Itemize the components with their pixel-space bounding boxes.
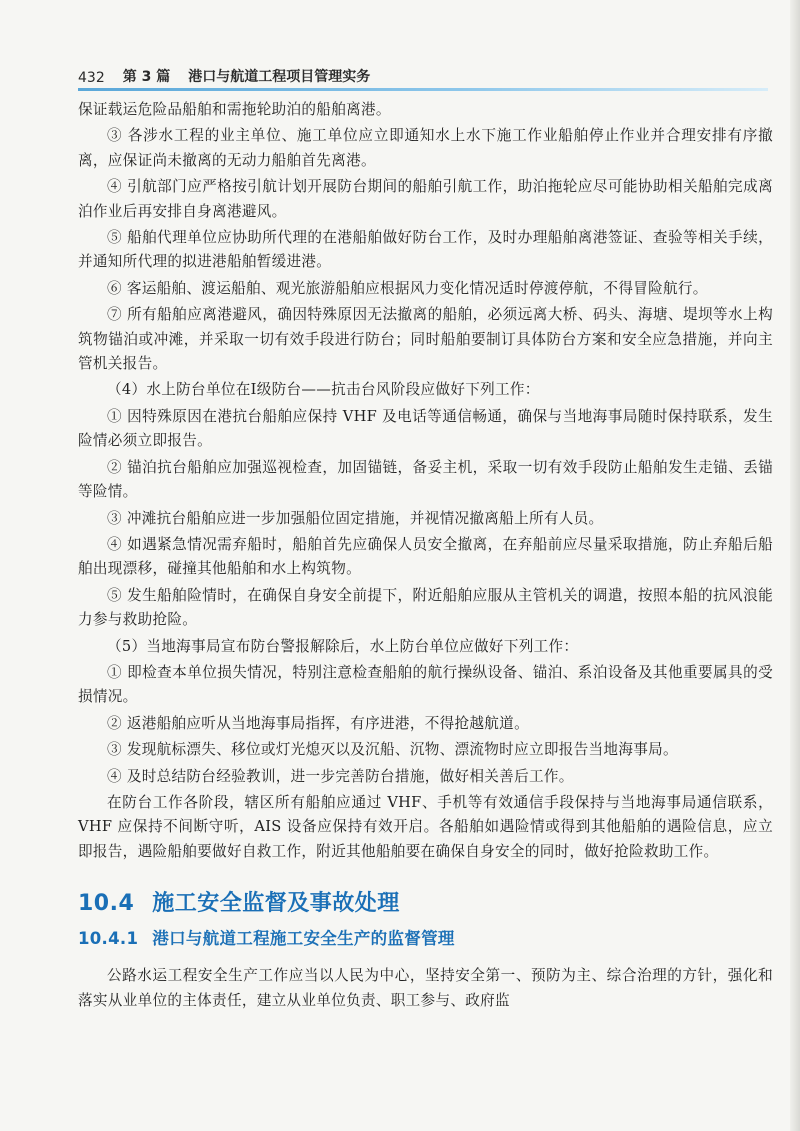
body-paragraph: ③ 发现航标漂失、移位或灯光熄灭以及沉船、沉物、漂流物时应立即报告当地海事局。 [107, 741, 678, 759]
body-paragraph: （4）水上防台单位在Ⅰ级防台——抗击台风阶段应做好下列工作： [107, 381, 540, 399]
subsection-number: 10.4.1 [78, 929, 139, 949]
body-paragraph: 公路水运工程安全生产工作应当以人民为中心，坚持安全第一、预防为主、综合治理的方针，强化和落实从业单位的主体责任，建立从业单位负责、职工参与、政府监 [78, 967, 773, 1009]
header-rule [78, 88, 768, 91]
body-paragraph: ② 锚泊抗台船舶应加强巡视检查，加固锚链，备妥主机，采取一切有效手段防止船舶发生走锚、丢锚等险情。 [78, 458, 773, 501]
body-paragraph: ② 返港船舶应听从当地海事局指挥，有序进港，不得抢越航道。 [107, 714, 529, 732]
body-paragraph: 保证载运危险品船舶和需拖轮助泊的船舶离港。 [78, 101, 391, 118]
subsection-title: 港口与航道工程施工安全生产的监督管理 [152, 929, 455, 949]
page-body [78, 98, 773, 1015]
body-paragraph: ① 即检查本单位损失情况，特别注意检查船舶的航行操纵设备、锚泊、系泊设备及其他重要属具的受损情况。 [78, 663, 773, 706]
body-paragraph: ⑥ 客运船舶、渡运船舶、观光旅游船舶应根据风力变化情况适时停渡停航，不得冒险航行。 [107, 279, 708, 297]
subsection-heading [78, 928, 773, 950]
body-paragraph: ④ 如遇紧急情况需弃船时，船舶首先应确保人员安全撤离，在弃船前应尽量采取措施，防止弃船后船舶出现漂移，碰撞其他船舶和水上构筑物。 [78, 535, 773, 578]
body-paragraph: ⑤ 船舶代理单位应协助所代理的在港船舶做好防台工作，及时办理船舶离港签证、查验等相关手续，并通知所代理的拟进港船舶暂缓进港。 [78, 229, 773, 271]
section-heading [78, 890, 773, 918]
running-header [78, 52, 768, 86]
paragraph-list [78, 98, 773, 864]
body-paragraph: 在防台工作各阶段，辖区所有船舶应通过 VHF、手机等有效通信手段保持与当地海事局通信联系，VHF 应保持不间断守听，AIS 设备应保持有效开启。各船舶如遇险情或得到其他船舶的遇险信息，应立即报告，遇险船舶要做好自救工作，附近其他船舶要在确保自身安全的同时，做好抢险救助工作。 [78, 793, 773, 860]
body-paragraph: （5）当地海事局宣布防台警报解除后，水上防台单位应做好下列工作： [107, 637, 579, 655]
body-paragraph: ① 因特殊原因在港抗台船舶应保持 VHF 及电话等通信畅通，确保与当地海事局随时保持联系，发生险情必须立即报告。 [78, 407, 773, 450]
body-paragraph: ⑦ 所有船舶应离港避风，确因特殊原因无法撤离的船舶，必须远离大桥、码头、海塘、堤坝等水上构筑物锚泊或冲滩，并采取一切有效手段进行防台；同时船舶要制订具体防台方案和安全应急措施，并向主管机关报告。 [78, 306, 773, 373]
section-title: 施工安全监督及事故处理 [152, 891, 400, 917]
page-edge-shadow [790, 0, 800, 1131]
part-label: 第 3 篇 [122, 69, 171, 85]
body-paragraph: ⑤ 发生船舶险情时，在确保自身安全前提下，附近船舶应服从主管机关的调遣，按照本船的抗风浪能力参与救助抢险。 [78, 586, 773, 629]
body-paragraph: ③ 各涉水工程的业主单位、施工单位应立即通知水上水下施工作业船舶停止作业并合理安排有序撤离，应保证尚未撤离的无动力船舶首先离港。 [78, 127, 773, 169]
section-number: 10.4 [78, 891, 135, 917]
body-paragraph: ④ 引航部门应严格按引航计划开展防台期间的船舶引航工作，助泊拖轮应尽可能协助相关船舶完成离泊作业后再安排自身离港避风。 [78, 178, 773, 220]
body-paragraph: ③ 冲滩抗台船舶应进一步加强船位固定措施，并视情况撤离船上所有人员。 [107, 509, 604, 527]
page-number: 432 [78, 70, 105, 86]
body-paragraph: ④ 及时总结防台经验教训，进一步完善防台措施，做好相关善后工作。 [107, 767, 574, 785]
header-title: 港口与航道工程项目管理实务 [188, 69, 371, 85]
